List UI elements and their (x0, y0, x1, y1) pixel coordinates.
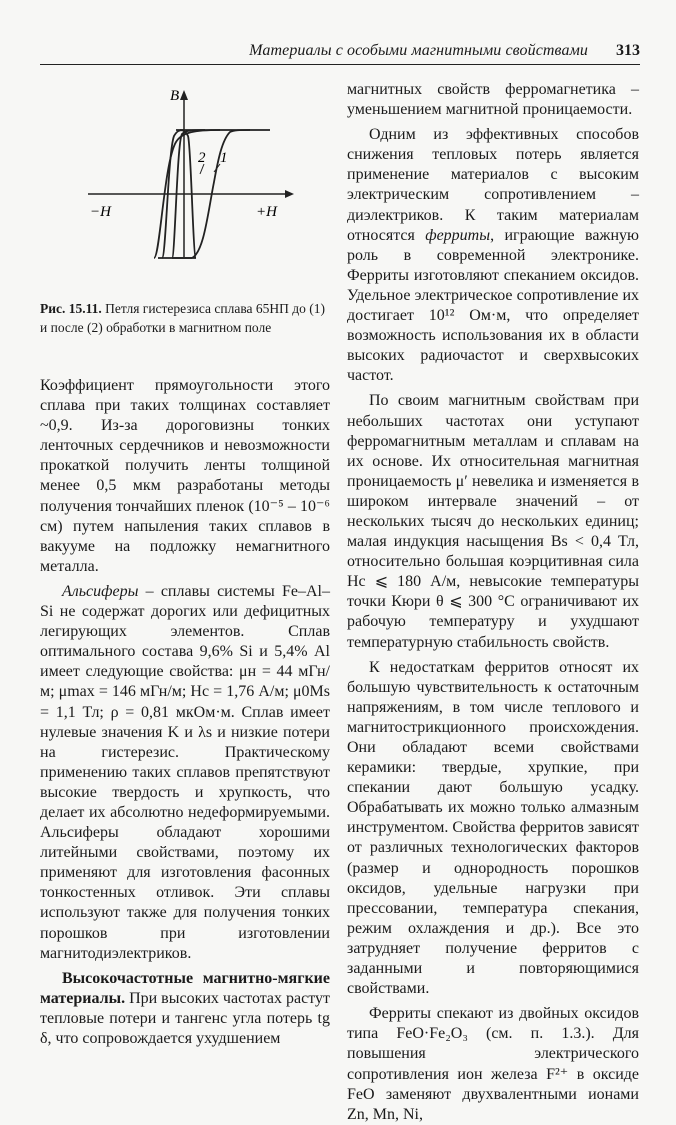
header-title: Материалы с особыми магнитными свойствами (249, 42, 588, 59)
paragraph: Ферриты спекают из двойных оксидов типа FeO·Fe₂O₃ (см. п. 1.3.). Для повышения электрического сопротивления ион железа F²⁺ в оксиде FeO заменяют двухвалентными ионами Zn, Mn, Ni, (347, 1005, 639, 1123)
caption-text: Петля гистерезиса сплава 65НП до (1) и после (2) обработки в магнитном поле (40, 301, 326, 335)
right-column (347, 80, 639, 1125)
hysteresis-plot (80, 82, 300, 262)
paragraph: По своим магнитным свойствам при небольших частотах они уступают ферромагнитным металлам и сплавам на их основе. Их относительная магнитная проницаемость μ′ невелика и изменяется в широком интервале значений – от нескольких тысяч до нескольких единиц; малая индукция насыщения Bs < 0,4 Тл, относительно большая коэрцитивная сила Hc ⩽ 180 А/м, невысокие температуры точки Кюри θ ⩽ 300 °C ограничивают их рабочую температуру и ухудшают температурную стабильность свойств. (347, 392, 639, 651)
left-column (40, 376, 330, 1049)
hysteresis-figure (80, 82, 300, 262)
term-ferrites: ферриты (425, 226, 491, 244)
running-header (40, 42, 640, 64)
curve-label-2: 2 (198, 150, 206, 166)
header-rule (40, 64, 640, 65)
page-number: 313 (616, 42, 640, 59)
caption-number: Рис. 15.11. (40, 301, 102, 316)
paragraph-text: – сплавы системы Fe–Al–Si не содержат дорогих или дефицитных легирующих элементов. Сплав оптимального состава 9,6% Si и 5,4% Al имеет следующие свойства: μн = 44 мГн/м; μmax = 146 мГн/м; Hc = 1,76 А/м; μ0Ms = 1,1 Тл; ρ = 0,81 мкОм·м. Сплав имеет нулевые значения K и λs и низкие потери на гистерезис. Практическому применению таких сплавов препятствуют высокие твердость и хрупкость, что делает их абсолютно недеформируемыми. Альсиферы обладают хорошими литейными свойствами, поэтому их применяют для изготовления фасонных тонкостенных отливок. Эти сплавы используют также для получения тонких порошков при изготовлении магнитодиэлектриков. (40, 582, 330, 962)
paragraph-text: При высоких частотах растут тепловые потери и тангенс угла потерь tg δ, что сопровождается ухудшением (40, 989, 331, 1047)
figure-caption (40, 300, 330, 337)
paragraph: магнитных свойств ферромагнетика – уменьшением магнитной проницаемости. (347, 81, 639, 119)
paragraph (347, 125, 639, 386)
term-alsifers: Альсиферы (62, 582, 139, 600)
paragraph (40, 969, 330, 1049)
axis-label-neg-h: −H (90, 204, 111, 220)
section-heading: Высокочастотные магнитно-мягкие материалы. (40, 969, 330, 1007)
paragraph: Коэффициент прямоугольности этого сплава при таких толщинах составляет ~0,9. Из-за дороговизны тонких ленточных сердечников и невозможности прокаткой получить ленты толщиной менее 0,5 мкм разработаны методы получения тончайших пленок (10⁻⁵ – 10⁻⁶ см) путем напыления таких сплавов в вакууме на подложку немагнитного металла. (40, 377, 330, 575)
axis-label-b: B (170, 88, 180, 104)
paragraph: К недостаткам ферритов относят их большую чувствительность к остаточным напряжениям, в том числе теплового и магнитострикционного происхождения. Они обладают всеми свойствами керамики: твердые, хрупкие, при спекании дают большую усадку. Обрабатывать их можно только алмазным инструментом. Свойства ферритов зависят от различных технологических факторов (размер и однородность порошков оксидов, удельные нагрузки при прессовании, температура спекания, режим охлаждения и др.). Все это затрудняет получение ферритов с заданными и повторяющимися свойствами. (347, 658, 639, 998)
curve-label-1: 1 (220, 150, 228, 166)
axis-label-pos-h: +H (256, 204, 277, 220)
paragraph-text: Одним из эффективных способов снижения тепловых потерь является применение материалов с высоким электрическим сопротивлением – диэлектриков. К таким материалам относятся (347, 126, 639, 244)
paragraph-text: , играющие важную роль в современной электронике. Ферриты изготовляют спеканием оксидов. Удельное электрическое сопротивление их достигает 10¹² Ом·м, что определяет возможность использования их в области высоких радиочастот и сверхвысоких частот. (347, 226, 639, 385)
paragraph (40, 582, 330, 964)
y-axis-arrow (180, 90, 188, 100)
x-axis-arrow (285, 190, 294, 198)
